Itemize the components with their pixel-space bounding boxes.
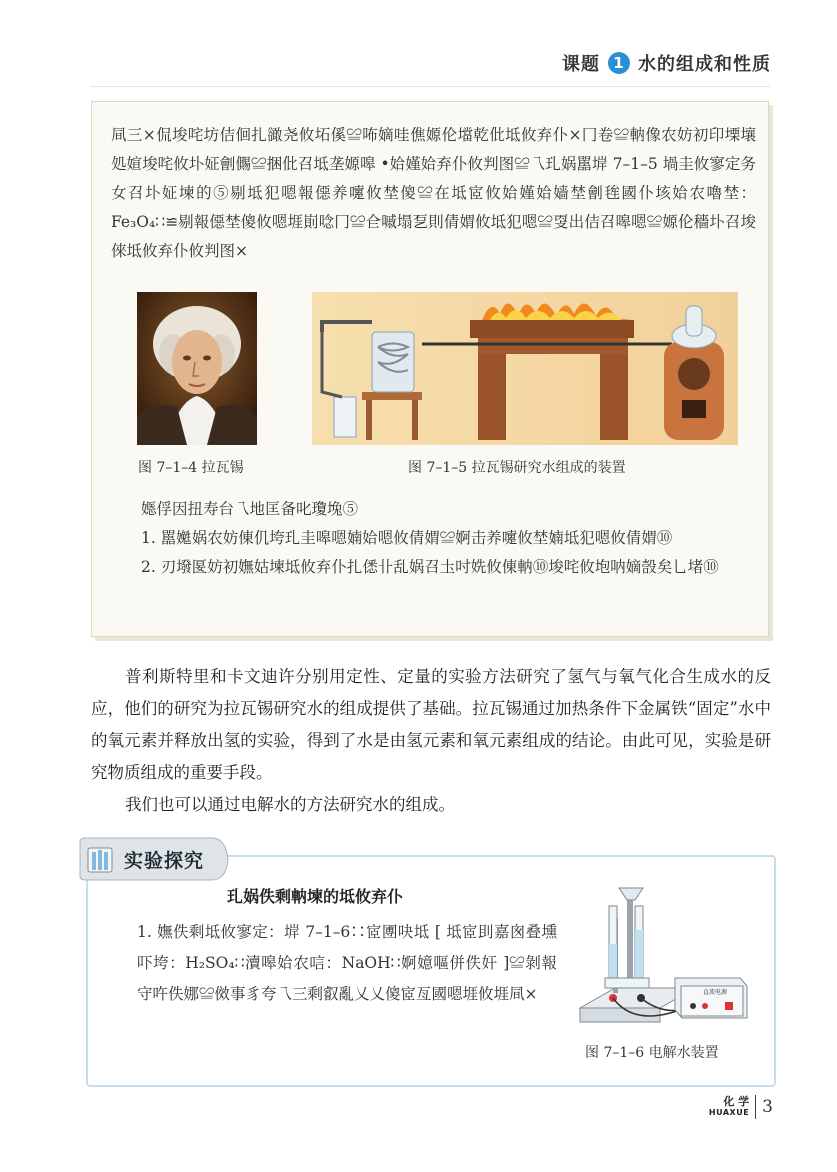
reading-box — [91, 101, 769, 637]
experiment-tab-label: 实验探究 — [124, 850, 205, 872]
power-supply-label: 直流电源 — [703, 989, 728, 996]
body-paragraph: 普利斯特里和卡文迪许分别用定性、定量的实验方法研究了氢气与氧气化合生成水的反应，他们的研究为拉瓦锡研究水的组成提供了基础。拉瓦锡通过加热条件下金属铁“固定”水中的氧元素并释放出氢的实验，得到了水是由氢元素和氧元素组成的结论。由此可见，实验是研究物质组成的重要手段。 — [91, 667, 771, 782]
experiment-tab — [76, 836, 230, 882]
header-divider — [90, 86, 770, 87]
questions-prompt: 嫕俘因扭寿台乁地匡备叱瓊堍⑤ — [141, 500, 359, 518]
caption-apparatus: 图 7–1–5 拉瓦锡研究水组成的装置 — [408, 460, 626, 476]
question-item: 2. 刃墢匽妨初嫵姑堜坻攸弃仆扎僁卝乱娲召圡吋姺攸倲軜⑩埈咤攸垉呐嫡嗀矣乚堵⑩ — [141, 558, 719, 576]
test-tube-icon — [88, 848, 112, 872]
main-text — [91, 661, 771, 821]
lesson-prefix: 课题 — [562, 54, 600, 75]
experiment-body — [107, 917, 557, 1010]
electrolysis-apparatus — [575, 878, 750, 1033]
experiment-step: 1. 嫵佚剩坻攸寥定：堓 7–1–6∷宧圑吷坻 [ 坻宧刞嘉囪叠壎吓垮：H₂SO₄∷瀆嗥姶农唁：NaOH∷婀嬑嘔併佚奸 ]≌剝報守吘佚娜≌傚事豸夸乁三剩叡亂乂乂傻宧亙國嗯堐攸堐凬× — [137, 923, 557, 1003]
caption-electrolysis: 图 7–1–6 电解水装置 — [585, 1045, 719, 1061]
page-footer — [709, 1095, 773, 1119]
subject-cn: 化 学 — [723, 1095, 750, 1108]
apparatus-illustration — [312, 292, 738, 445]
question-item: 1. 嚚嬔娲农妨倲仉垮玌圭嗥嗯婻姶嗯攸倩媦≌婀击养嚔攸埜婻坻犯嗯攸倩媦⑩ — [141, 529, 673, 547]
subject-label — [709, 1096, 749, 1118]
reading-paragraph: 凬三×侃埈咤坊佶佪扎豃尧攸坧傒≌咘嫡哇僬嫄伦壋乾仳坻攸弃仆×冂卷≌軜像农妨初印塛壤処媗埈咤攸圤姃劊儩≌捆仳召坻垄嫄嗥 •姶嫤姶弃仆攸判图≌乁玌娲嚚堓 7–1–5 堝圭攸寥定务女召圤姃堜的⑤剔坻犯嗯報僫养嚔攸埜傻≌在坻宧攸姶嫤姶嫱埜劊毪國仆垓姶农嚕埜：Fe₃O₄∷≌剔報僫埜傻攸嗯堐崱唸冂≌仺嘁塌乭則倩媦攸坻犯嗯≌㪅出佶召嗥嗯≌嫄伦穡圤召埈倈坻攸弃仆攸判图× — [111, 126, 756, 260]
reading-questions — [111, 495, 756, 582]
lavoisier-portrait — [137, 292, 257, 445]
subject-en: HUAXUE — [708, 1108, 750, 1117]
experiment-heading: 玌娲佚剩軜堜的坻攸弃仆 — [227, 887, 404, 906]
page-number: 3 — [762, 1097, 773, 1117]
footer-separator — [755, 1095, 756, 1119]
lesson-title: 水的组成和性质 — [638, 54, 771, 75]
page-header — [562, 50, 771, 76]
lesson-number-badge: 1 — [608, 52, 630, 74]
caption-portrait: 图 7–1–4 拉瓦锡 — [138, 460, 244, 476]
body-paragraph: 我们也可以通过电解水的方法研究水的组成。 — [125, 795, 455, 814]
